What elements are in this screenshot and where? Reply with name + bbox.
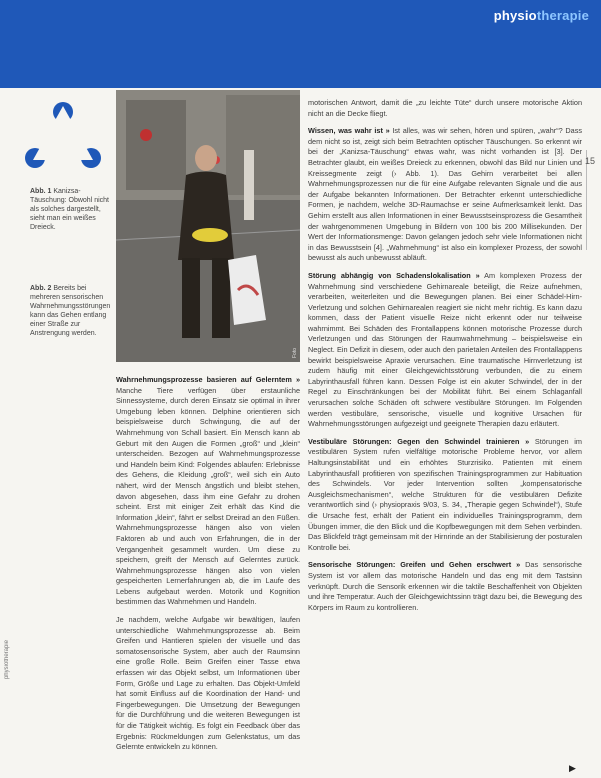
photo-credit: Foto bbox=[292, 347, 298, 358]
paragraph-text: Ist alles, was wir sehen, hören und spüren, „wahr“? Dass dem nicht so ist, zeigt sich beim Betrachten optischer Täuschungen. So erkennt wir bei der „Kanizsa-Täuschung“ etwas wahr, was nicht vorhanden ist [3]. Der Betrachter glaubt, ein weißes Dreieck zu erkennen, obwohl das Bild nur Linien und Kreissegmente zeigt (› Abb. 1). Das Gehirn verarbeitet bei allen Wahrnehmungsprozessen nur die für eine Aufgabe relevanten Signale und die aus der Aufgabe bekannten Informationen. Der Betrachter erkennt unterschiedliche Formen, je nachdem, welche 3D-Raumachse er seine Aufmerksamkeit lenkt. Das Gehirn erstellt aus allen Informationen in einer Bewusstseinsprozess die Gesamtheit der wahrgenommenen Umgebung in Bildern von 100 bis 200 Millisekunden. Der Wert der Informationsmenge: Davon gelangen jedoch sehr viele Informationen nicht in das Bewusstsein [4]. „Wahrnehmung“ ist also ein komplexer Prozess, der sowohl bewusst als auch unbewusst abläuft. bbox=[308, 126, 582, 263]
footer-journal-name: physiotherapie bbox=[4, 640, 10, 680]
section-heading: Störung abhängig von Schadenslokalisation » bbox=[308, 270, 480, 280]
paragraph bbox=[308, 126, 582, 264]
section-heading: Sensorische Störungen: Greifen und Gehen erschwert » bbox=[308, 560, 521, 570]
paragraph bbox=[116, 615, 300, 753]
figure2-text: Bereits bei mehreren sensorischen Wahrnehmungsstörungen kann das Gehen entlang einer Straße zur Anstrengung werden. bbox=[30, 285, 111, 337]
paragraph bbox=[308, 271, 582, 430]
figure1-text: Kanizsa-Täuschung: Obwohl nicht als solches dargestellt, sieht man ein weißes Dreieck. bbox=[30, 188, 109, 231]
paragraph-text: Störungen im vestibulären System rufen vielfältige motorische Probleme hervor, vor allem Haltungsinstabilität und ein erhöhtes Sturzrisiko. Patienten mit einem Labyrinthausfall profitieren von spezifischen Trainingsprogrammen zur Habituation des Schwindels. Vor jeder Intervention sollten „kompensatorische Ausgleichsmechanismen“, welche Strukturen für die vestibulären Defizite verantwortlich sind (› physiopraxis 9/03, S. 34, „Therapie gegen Schwindel“), Stufe die Ursache fest, erhält der Patient ein individuelles Trainingsprogramm, dem Übungen immer, die den Blick und die Kopfbewegungen mit dem Sehen verbinden. Das Blickfeld trägt gemeinsam mit der Hirnrinde an der Stabilisierung der posturalen Kontrolle bei. bbox=[308, 436, 582, 552]
illusory-triangle bbox=[33, 106, 93, 160]
paragraph bbox=[116, 375, 300, 608]
paragraph-text: Je nachdem, welche Aufgabe wir bewältigen, laufen unterschiedliche Wahrnehmungsprozesse ab. Beim Greifen und Hantieren spielen der visuelle und das somatosensorische System, aber auch der Raumsinn eine große Rolle. Beim Greifen einer Tasse etwa erfassen wir das Objekt selbst, um Informationen über Form, Größe und Lage zu erhalten. Das Objekt-Umfeld hat somit Einfluss auf die Koordination der Hand- und Fingerbewegungen. Die Umsetzung der Bewegungen für die Durchführung und die weiteren Bewegungen ist für die Tätigkeit wichtig. Es folgt ein Feedback über das Ergebnis: Rückmeldungen zum Gelenkstatus, um das Gelernte entwickeln zu können. bbox=[116, 615, 300, 752]
section-heading: Wissen, was wahr ist » bbox=[308, 126, 390, 136]
brand-part2: therapie bbox=[536, 8, 589, 23]
paragraph bbox=[308, 98, 582, 119]
figure2-label: Abb. 2 bbox=[30, 285, 52, 292]
left-text-column bbox=[116, 375, 300, 767]
street-photo bbox=[116, 90, 300, 362]
paragraph-text: Das sensorische System ist vor allem das motorische Handeln und das eng mit dem Tastsinn verknüpft. Durch die Sensorik erkennen wir die taktile Beschaffenheit von Objekten und ihre Temperatur. Auch der Gleichgewichtssinn trägt dazu bei, die Bewegung des Körpers im Raum zu kontrollieren. bbox=[308, 560, 582, 612]
paragraph bbox=[308, 437, 582, 554]
header-banner bbox=[0, 0, 601, 88]
figure1-caption bbox=[30, 187, 112, 232]
section-heading: Wahrnehmungsprozesse basieren auf Gelerntem » bbox=[116, 375, 300, 384]
continue-arrow-icon: ▶ bbox=[569, 763, 576, 773]
magazine-logo bbox=[494, 8, 589, 23]
paragraph-text: Am komplexen Prozess der Wahrnehmung sind verschiedene Gehirnareale beteiligt, die Reize aufnehmen, verarbeiten, weiterleiten und die Bewegungen planen. Bei einer Schädel-Hirn-Verletzung und solchen Gehirnarealen reagiert sie nicht mehr richtig. Es kann dazu kommen, dass der Patient visuelle Reize nicht erkennt oder nur teilweise wahrnimmt. Bei Schäden des Frontallappens können motorische Prozesse durch Verletzungen und das Störungen der Raumwahrnehmung – beispielsweise ein Neglect. Ein Defizit in diesem, oder auch den parietalen Anteilen des Frontallappens bewirkt beispielsweise Apraxie verursachen. Eine traumatische Hirnverletzung ist zudem häufig mit einer Gleichgewichtsstörung verbunden, die zu einem Labyrinthausfall führen kann. Dessen Folge ist ein akuter Schwindel, der in der Regel zu Einschränkungen bei der Mobilität führt. Bei einem Schlaganfall verursachen solche Schäden oft schwere vestibuläre Störungen. Im Folgenden werden vestibuläre, sensorische, visuelle und kognitive Ursachen für Wahrnehmungsstörungen aufgezeigt und geeignete Therapien dazu erläutert. bbox=[308, 270, 582, 429]
figure1-label: Abb. 1 bbox=[30, 188, 52, 195]
section-heading: Vestibuläre Störungen: Gegen den Schwindel trainieren » bbox=[308, 436, 530, 446]
right-text-column bbox=[308, 98, 582, 766]
brand-part1: physio bbox=[493, 8, 537, 23]
paragraph-text: Manche Tiere verfügen über erstaunliche Sinnessysteme, durch deren Einsatz sie optimal in ihrer Umgebung leben können. Delphine orientieren sich beispielsweise durch Schwingung, die auf der Wahrnehmung von Schall basiert. Ein Mensch kann ab Geburt mit den Augen die Formen „groß“ und „klein“ unterscheiden. Bezogen auf Wahrnehmungsprozesse und Handeln beim Kind: Folgendes ablaufen: Erlebnisse des Gehens, die Kleidung „groß“, weil sich ein Auto nähert, wird der Mensch ängstlich und bleibt stehen, davon abgesehen, dass ihm eine Gefahr zu drohen scheint. Erst mit einiger Zeit erhält das Kind die Information „klein“, fährt er selbst Dreirad an den Füßen. Wahrnehmungsprozesse hängen also von vielen Faktoren ab und auch von Erfahrungen, die in der Vergangenheit gesammelt wurden. Um diese zu speichern, greift der Mensch auf Gelerntes zurück. Wahrnehmungsprozesse hängen also von vielen gespeicherten Lernerfahrungen ab, die im Laufe des Lebens aufgebaut werden. Motorik und Kognition bestimmen das Wahrnehmen und Handeln. bbox=[116, 385, 300, 607]
page-number: 15 bbox=[584, 156, 595, 166]
figure2-caption bbox=[30, 284, 112, 338]
paragraph bbox=[308, 560, 582, 613]
kanizsa-triangle-figure bbox=[22, 98, 104, 176]
paragraph-text: motorischen Antwort, damit die „zu leichte Tüte“ durch unsere motorische Aktion nicht an die Decke fliegt. bbox=[308, 98, 582, 118]
street-scene-image bbox=[116, 90, 300, 362]
